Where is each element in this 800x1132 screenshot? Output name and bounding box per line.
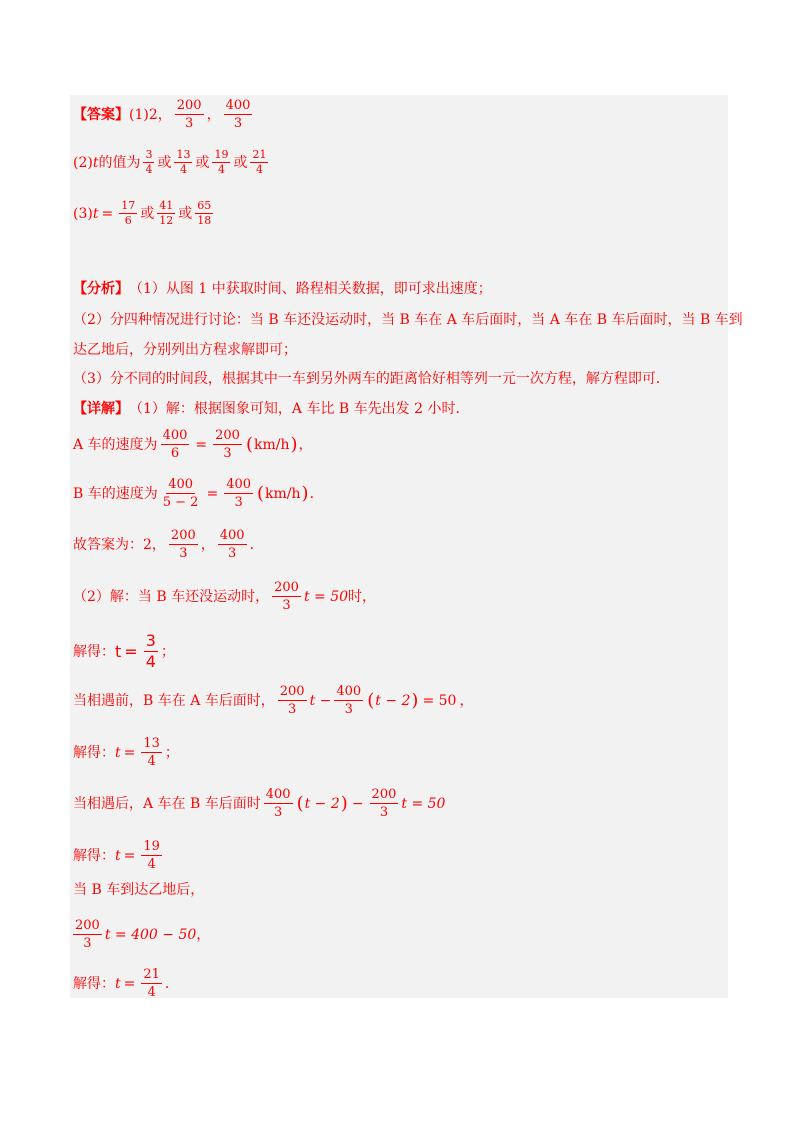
analysis-text: （3）分不同的时间段，根据其中一车到另外两车的距离恰好相等列一元一次方程，解方程即可． [73,371,670,387]
fraction: $\frac{200}{3}$ [279,684,305,717]
fraction: $\frac{200}{3}$ [75,918,100,951]
fraction: $\frac{13}{4}$ [176,148,191,176]
case2-line: 当相遇前，B 车在 A 车后面时， $\frac{200}{3}$ t − $\frac{400}{3}$ ( t − 2 ) = 50 ， [73,684,474,717]
answer1-line [73,528,264,561]
or-word: 或 [157,154,172,171]
fraction: $\frac{41}{12}$ [159,199,174,227]
unit: km/h [265,485,301,502]
fraction: $\frac{400}{3}$ [225,98,251,131]
or-word: 或 [140,205,155,222]
equation-mid: t − [309,692,332,709]
variable-t: t [115,641,122,661]
case4-line [73,881,204,899]
speed-a-text: A 车的速度为 [73,436,158,453]
analysis-label: 【分析】 [73,281,129,297]
analysis-line-3 [73,341,297,359]
fraction: $\frac{21}{4}$ [252,148,267,176]
fraction: $\frac{400}{3}$ [336,684,362,717]
equation-rhs: = 50 [422,692,457,709]
solve-label: 解得： [73,847,115,864]
case3-text: 当相遇后，A 车在 B 车后面时 [73,795,261,812]
fraction: $\frac{200}{3}$ [170,528,196,561]
answer-part2-prefix: (2) [73,154,93,171]
fraction: $\frac{400}{3}$ [226,477,252,510]
punctuation: ； [164,744,179,761]
fraction: $\frac{200}{3}$ [215,428,240,461]
equation-rest: t = 400 − 50 [104,926,197,943]
solve-label: 解得： [73,975,115,992]
fraction: $\frac{200}{3}$ [371,787,397,820]
solve-label: 解得： [73,643,115,660]
variable-t: t [92,205,99,222]
variable-t: t [115,744,121,761]
fraction: $\frac{19}{4}$ [214,148,229,176]
speed-b-line: B 车的速度为 $\frac{400}{5 - 2}$ = $\frac{400}{3}$ ( km/h ) ． [73,477,324,510]
equals-sign: = [123,975,136,992]
punctuation: ． [249,536,264,553]
fraction: $\frac{21}{4}$ [143,967,160,1000]
answer1-text: 故答案为：2， [73,536,166,553]
analysis-text: （2）分四种情况进行讨论：当 B 车还没运动时，当 B 车在 A 车后面时，当 A 车在 B 车后面时，当 B 车到 [73,312,743,328]
analysis-line-4 [73,370,670,388]
or-word: 或 [178,205,193,222]
solution1-line [73,632,175,671]
minus-sign: − [351,795,364,812]
equation-paren: t − 2 [375,692,411,709]
analysis-line-2 [73,311,743,329]
fraction: $\frac{200}{3}$ [176,98,202,131]
or-word: 或 [233,154,248,171]
equation-rest: t = 50 [401,795,446,812]
punctuation: ． [164,975,179,992]
solution4-line [73,967,179,1000]
unit: km/h [253,436,290,453]
detail-label: 【详解】 [73,401,129,417]
analysis-text: （1）从图 1 中获取时间、路程相关数据，即可求出速度； [129,281,492,297]
solution3-line [73,839,165,872]
case2-text: 当相遇前，B 车在 A 车后面时， [73,692,275,709]
solve-label: 解得： [73,744,115,761]
punctuation: ， [200,536,215,553]
equals-sign: = [124,641,138,661]
punctuation: ； [160,643,175,660]
variable-t: t [115,975,121,992]
fraction: $\frac{400}{3}$ [219,528,245,561]
fraction: $\frac{400}{3}$ [265,787,291,820]
equals-sign: = [195,436,208,453]
case1-tail: 时， [348,588,377,605]
case4-equation-line [73,918,210,951]
separator: ， [206,106,221,123]
answer-line-3 [73,200,216,227]
or-word: 或 [195,154,210,171]
punctuation: ， [196,926,211,943]
fraction: $\frac{3}{4}$ [145,148,153,176]
punctuation: ． [309,485,324,502]
fraction: $\frac{400}{6}$ [162,428,188,461]
fraction: $\frac{13}{4}$ [143,736,160,769]
equation-paren: t − 2 [304,795,340,812]
answer-part1-prefix: (1)2， [129,106,172,123]
fraction: $\frac{400}{5 - 2}$ [162,477,199,510]
answer-line-1 [73,98,255,131]
equals-sign: = [123,847,136,864]
equals-sign: = [101,205,114,222]
variable-t: t [92,154,99,171]
equation-rest: t = 50 [303,588,349,605]
detail-line-intro [73,400,469,418]
analysis-text: 达乙地后，分别列出方程求解即可； [73,342,297,358]
case3-line: 当相遇后，A 车在 B 车后面时 $\frac{400}{3}$ ( t − 2 ) − $\frac{200}{3}$ t = 50 [73,787,446,820]
speed-b-text: B 车的速度为 [73,485,158,502]
punctuation: ， [459,692,474,709]
case4-text: 当 B 车到达乙地后， [73,882,205,898]
punctuation: ， [298,436,313,453]
variable-t: t [115,847,121,864]
case1-line [73,580,376,613]
fraction: $\frac{65}{18}$ [197,199,212,227]
answer-label: 【答案】 [73,106,129,123]
fraction: $\frac{3}{4}$ [145,631,156,671]
answer-part2-text: 的值为 [98,154,141,171]
case1-text: （2）解：当 B 车还没运动时， [73,588,270,605]
speed-a-line: A 车的速度为 $\frac{400}{6}$ = $\frac{200}{3}$ ( km/h ) ， [73,428,313,461]
solution2-line [73,736,179,769]
answer-line-2 [73,149,271,176]
fraction: $\frac{17}{6}$ [121,199,136,227]
equals-sign: = [206,485,219,502]
analysis-line-1 [73,280,492,298]
answer-part3-prefix: (3) [73,205,93,222]
fraction: $\frac{200}{3}$ [274,580,299,613]
fraction: $\frac{19}{4}$ [143,839,160,872]
detail-text: （1）解：根据图象可知，A 车比 B 车先出发 2 小时． [129,401,470,417]
equals-sign: = [123,744,136,761]
